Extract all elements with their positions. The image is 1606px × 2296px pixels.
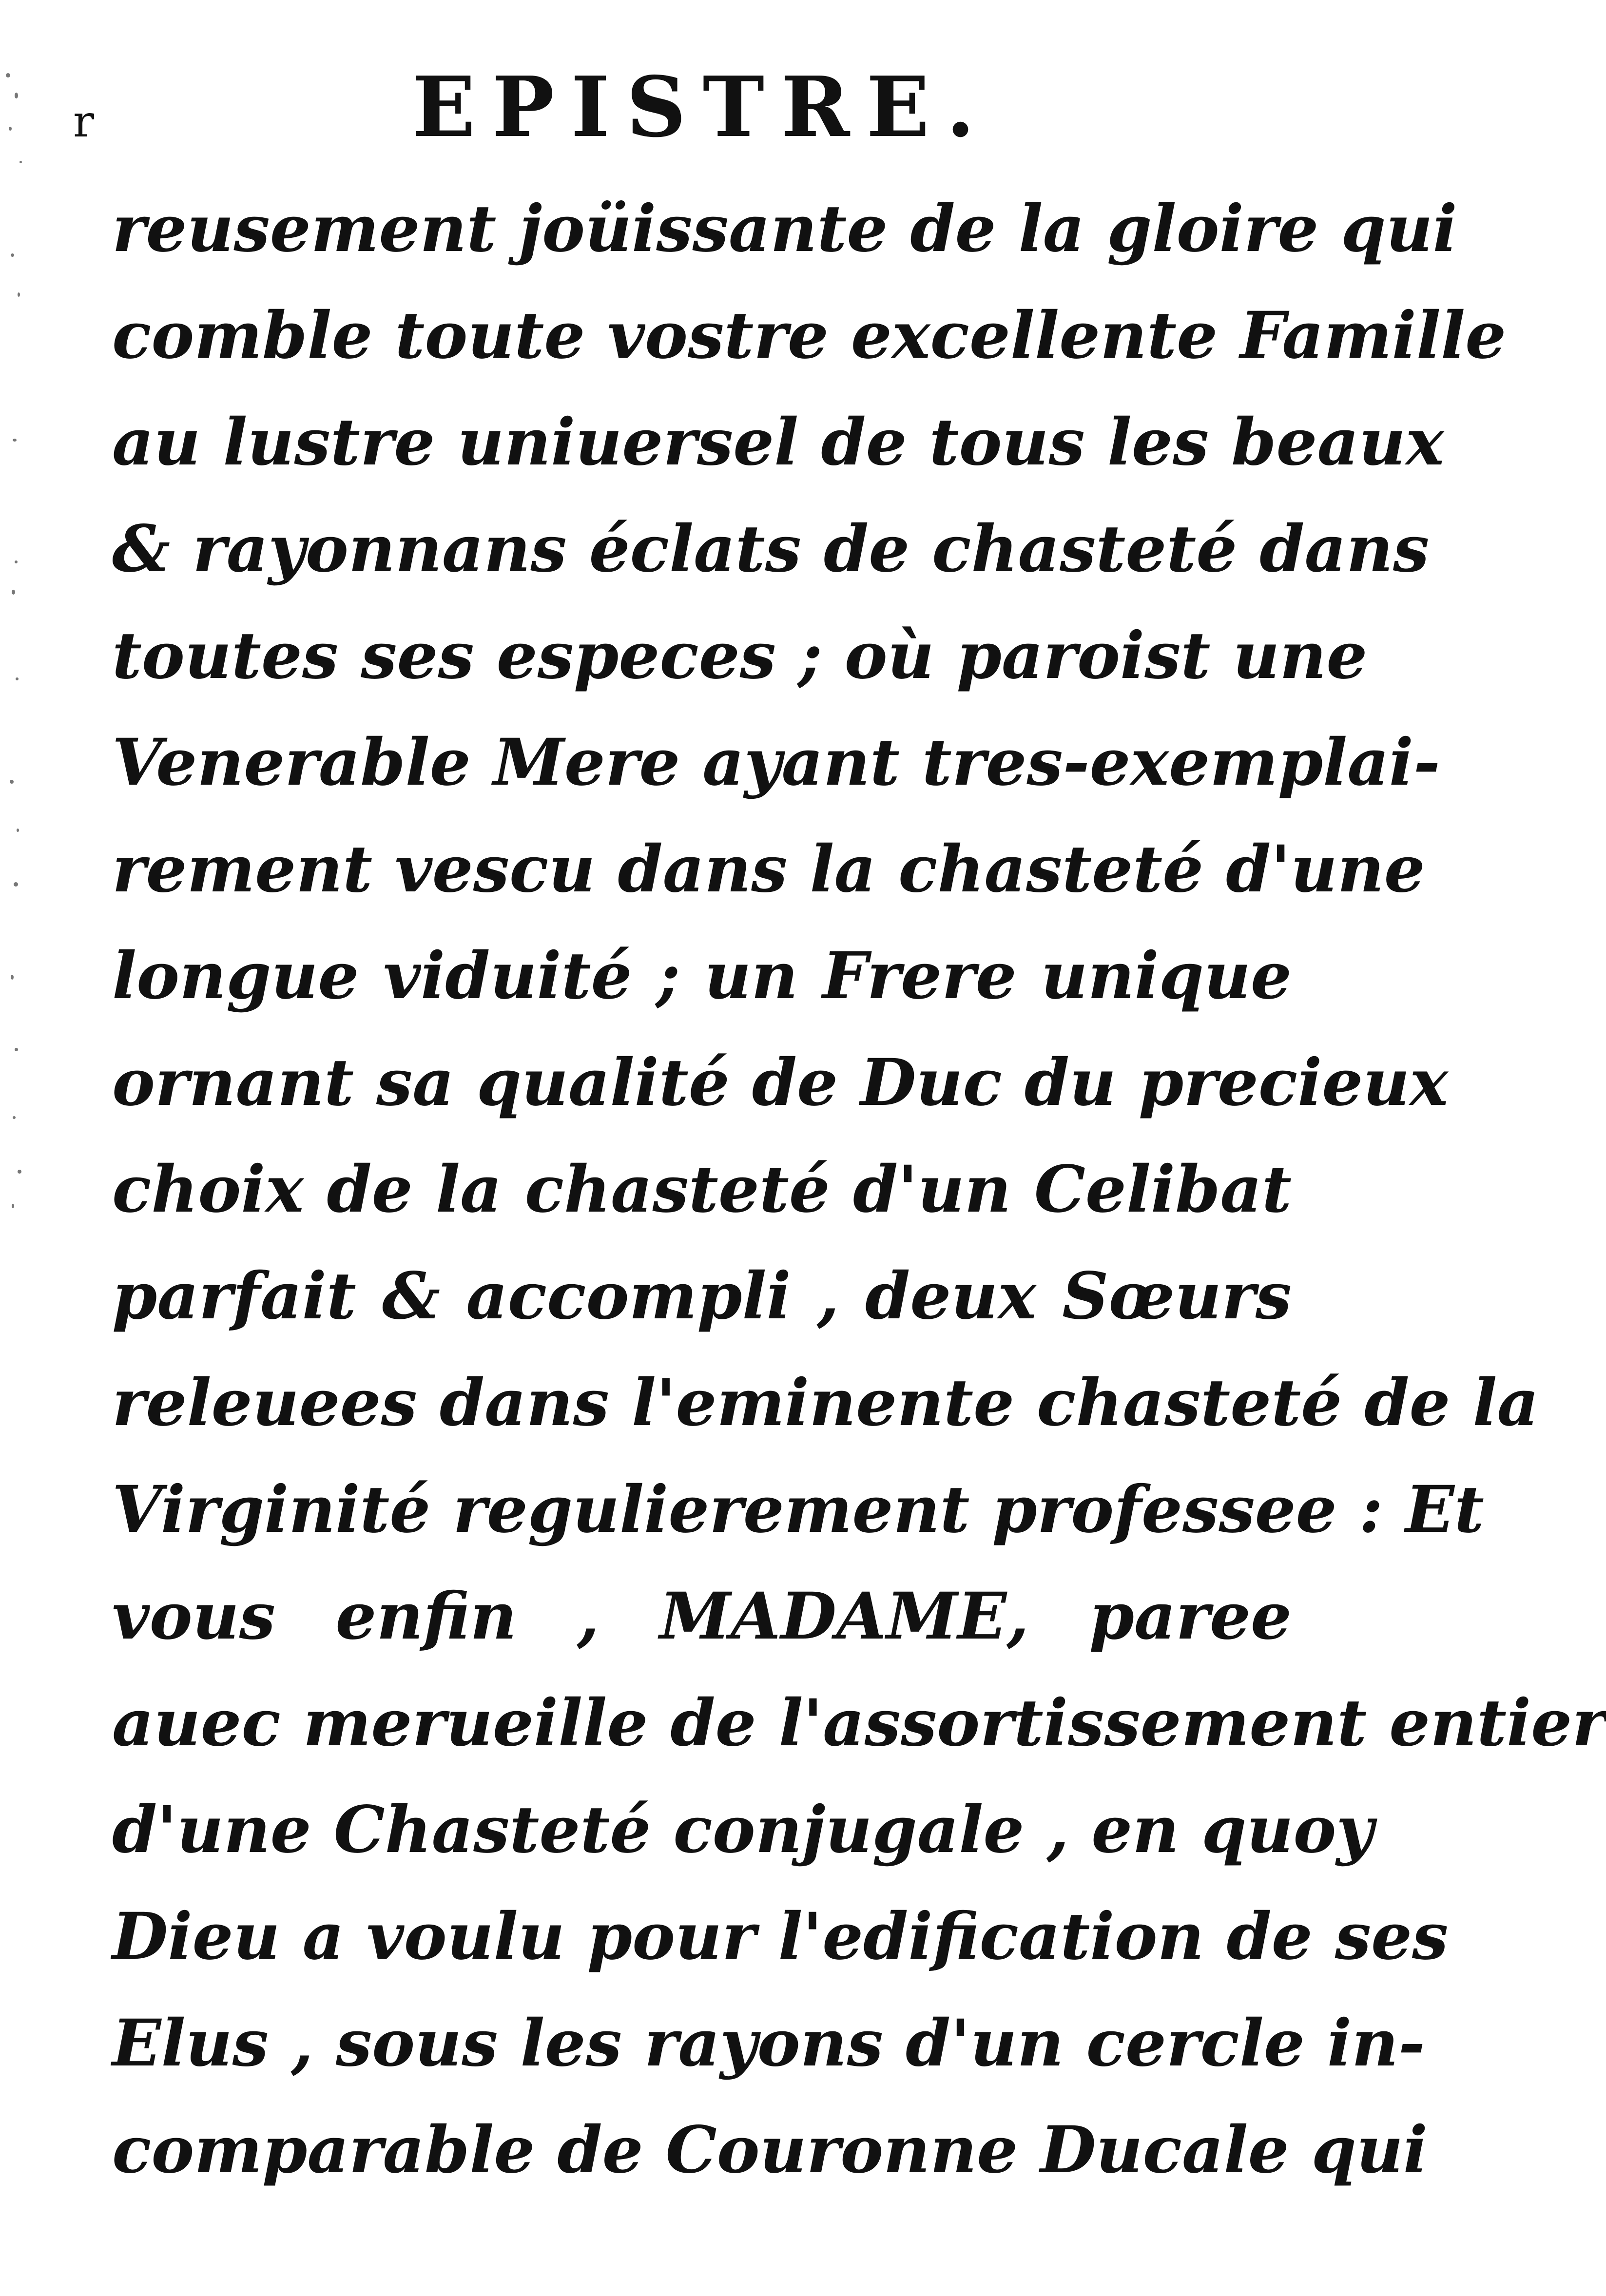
body-text	[112, 175, 1606, 2203]
text-line: & rayonnans éclats de chasteté dans	[112, 511, 1430, 587]
text-line: Virginité regulierement professee : Et	[112, 1472, 1484, 1547]
text-line: reusement joüissante de la gloire qui	[112, 191, 1457, 267]
text-line: d'une Chasteté conjugale , en quoy	[112, 1792, 1374, 1868]
margin-specks	[0, 0, 58, 1316]
text-line: auec merueille de l'assortissement entier	[112, 1685, 1606, 1761]
text-line: comparable de Couronne Ducale qui	[112, 2112, 1428, 2188]
text-line: parfait & accompli , deux Sœurs	[112, 1258, 1292, 1334]
text-line: vous enfin , MADAME, paree	[112, 1579, 1292, 1654]
text-line: Elus , sous les rayons d'un cercle in-	[112, 2006, 1425, 2081]
text-line: au lustre uniuersel de tous les beaux	[112, 405, 1444, 480]
corner-mark: r	[73, 96, 95, 147]
text-line: Venerable Mere ayant tres-exemplai-	[112, 725, 1440, 800]
running-head: EPISTRE.	[412, 58, 992, 156]
text-line: ornant sa qualité de Duc du precieux	[112, 1045, 1448, 1120]
text-line: Dieu a voulu pour l'edification de ses	[112, 1899, 1449, 1974]
text-line: toutes ses especes ; où paroist une	[112, 618, 1368, 694]
text-line: releuees dans l'eminente chasteté de la	[112, 1365, 1539, 1441]
text-line: choix de la chasteté d'un Celibat	[112, 1152, 1292, 1227]
text-line: rement vescu dans la chasteté d'une	[112, 831, 1425, 907]
text-line: longue viduité ; un Frere unique	[112, 938, 1292, 1014]
text-line: comble toute vostre excellente Famille	[112, 298, 1507, 373]
